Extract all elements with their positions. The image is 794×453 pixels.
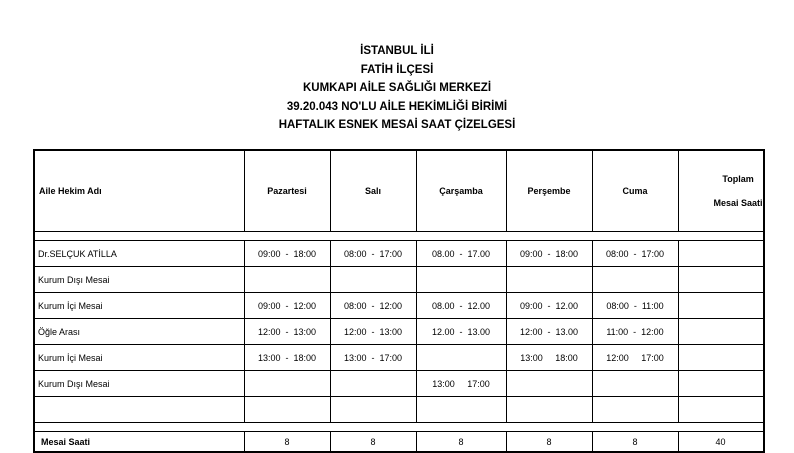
cell-wednesday [416, 267, 506, 293]
table-row [34, 345, 764, 371]
province-title: İSTANBUL İLİ [360, 45, 434, 57]
table-row [34, 319, 764, 345]
cell-thursday [506, 267, 592, 293]
cell-thursday: 13:00 18:00 [506, 345, 592, 371]
row-label: Kurum Dışı Mesai [34, 267, 244, 293]
cell-thursday [506, 397, 592, 423]
cell-tuesday [330, 371, 416, 397]
row-label: Öğle Arası [34, 319, 244, 345]
district-title: FATİH İLÇESİ [360, 63, 434, 76]
cell-friday [592, 267, 678, 293]
column-header-total-line2: Mesai Saati [713, 198, 763, 208]
cell-thursday: 09:00 - 18:00 [506, 241, 592, 267]
cell-total [678, 293, 764, 319]
document-header [0, 42, 794, 135]
table-row [34, 371, 764, 397]
column-header-friday: Cuma [592, 150, 678, 232]
column-header-total [678, 150, 764, 232]
footer-total: 40 [678, 432, 764, 453]
cell-wednesday: 13:00 17:00 [416, 371, 506, 397]
cell-tuesday [330, 397, 416, 423]
table-row [34, 397, 764, 423]
cell-friday: 08:00 - 11:00 [592, 293, 678, 319]
column-header-monday: Pazartesi [244, 150, 330, 232]
cell-friday: 08:00 - 17:00 [592, 241, 678, 267]
row-label: Kurum İçi Mesai [34, 345, 244, 371]
cell-monday: 09:00 - 12:00 [244, 293, 330, 319]
column-header-wednesday: Çarşamba [416, 150, 506, 232]
cell-monday: 12:00 - 13:00 [244, 319, 330, 345]
cell-thursday [506, 371, 592, 397]
cell-friday [592, 397, 678, 423]
table-header-row [34, 150, 764, 232]
schedule-title: HAFTALIK ESNEK MESAİ SAAT ÇİZELGESİ [278, 119, 516, 132]
cell-tuesday: 12:00 - 13:00 [330, 319, 416, 345]
cell-total [678, 241, 764, 267]
cell-monday [244, 267, 330, 293]
column-header-total-line1: Toplam [722, 174, 754, 184]
footer-monday: 8 [244, 432, 330, 453]
weekly-schedule-table [33, 149, 765, 453]
cell-friday [592, 371, 678, 397]
footer-thursday: 8 [506, 432, 592, 453]
cell-total [678, 345, 764, 371]
table-footer-row [34, 432, 764, 453]
cell-tuesday: 08:00 - 17:00 [330, 241, 416, 267]
cell-total [678, 371, 764, 397]
footer-tuesday: 8 [330, 432, 416, 453]
row-label [34, 397, 244, 423]
cell-wednesday: 12.00 - 13.00 [416, 319, 506, 345]
cell-thursday: 12:00 - 13.00 [506, 319, 592, 345]
cell-wednesday: 08.00 - 17.00 [416, 241, 506, 267]
cell-total [678, 267, 764, 293]
spacer-row [34, 423, 764, 432]
table-row [34, 293, 764, 319]
table-row [34, 241, 764, 267]
cell-monday [244, 371, 330, 397]
unit-title: 39.20.043 NO'LU AİLE HEKİMLİĞİ BİRİMİ [286, 100, 508, 113]
spacer-row [34, 232, 764, 241]
cell-tuesday: 08:00 - 12:00 [330, 293, 416, 319]
cell-wednesday: 08.00 - 12.00 [416, 293, 506, 319]
cell-monday: 13:00 - 18:00 [244, 345, 330, 371]
cell-total [678, 319, 764, 345]
column-header-tuesday: Salı [330, 150, 416, 232]
cell-total [678, 397, 764, 423]
health-center-title: KUMKAPI AİLE SAĞLIĞI MERKEZİ [302, 82, 492, 95]
column-header-thursday: Perşembe [506, 150, 592, 232]
table-row [34, 267, 764, 293]
cell-friday: 12:00 17:00 [592, 345, 678, 371]
cell-wednesday [416, 345, 506, 371]
row-label: Kurum İçi Mesai [34, 293, 244, 319]
footer-friday: 8 [592, 432, 678, 453]
cell-wednesday [416, 397, 506, 423]
row-label: Dr.SELÇUK ATİLLA [34, 241, 244, 267]
footer-label: Mesai Saati [34, 432, 244, 453]
cell-friday: 11:00 - 12:00 [592, 319, 678, 345]
cell-monday: 09:00 - 18:00 [244, 241, 330, 267]
row-label: Kurum Dışı Mesai [34, 371, 244, 397]
footer-wednesday: 8 [416, 432, 506, 453]
cell-thursday: 09:00 - 12.00 [506, 293, 592, 319]
cell-tuesday [330, 267, 416, 293]
cell-monday [244, 397, 330, 423]
cell-tuesday: 13:00 - 17:00 [330, 345, 416, 371]
column-header-name: Aile Hekim Adı [34, 150, 244, 232]
